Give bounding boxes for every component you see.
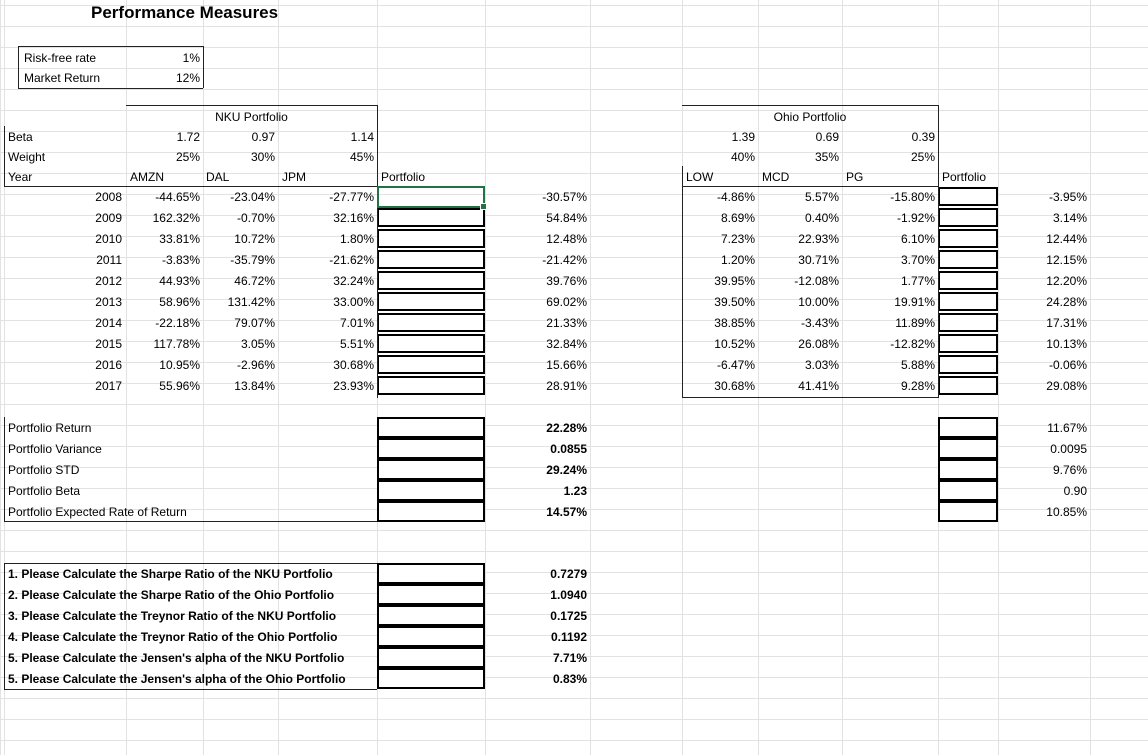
nku-cell[interactable]: 12.48% <box>546 232 587 246</box>
nku-cell[interactable]: 2017 <box>95 379 122 393</box>
nku-cell[interactable]: -30.57% <box>542 190 587 204</box>
nku-ticker-jpm: JPM <box>282 170 306 184</box>
nku-cell[interactable]: 131.42% <box>227 295 275 309</box>
ohio-cell[interactable]: -0.06% <box>1048 358 1087 372</box>
ohio-cell[interactable]: 10.13% <box>1046 337 1087 351</box>
ohio-cell[interactable]: 39.50% <box>714 295 755 309</box>
nku-cell[interactable]: 2014 <box>95 316 122 330</box>
nku-stat-input[interactable] <box>377 417 485 438</box>
nku-cell[interactable]: 2013 <box>95 295 122 309</box>
nku-cell[interactable]: 1.80% <box>339 232 374 246</box>
nku-weight-amzn[interactable]: 25% <box>175 150 200 164</box>
nku-portfolio-input[interactable] <box>377 355 485 374</box>
nku-cell[interactable]: 2016 <box>95 358 122 372</box>
nku-portfolio-input[interactable] <box>377 250 485 269</box>
nku-beta-jpm[interactable]: 1.14 <box>350 130 374 144</box>
ohio-cell[interactable]: 3.14% <box>1052 211 1087 225</box>
nku-portfolio-input[interactable] <box>377 334 485 353</box>
market-return-value[interactable]: 12% <box>175 71 200 85</box>
question-answer[interactable]: 0.1192 <box>550 630 587 644</box>
nku-cell[interactable]: 2009 <box>95 211 122 225</box>
ohio-ticker-mcd: MCD <box>762 170 790 184</box>
question-answer[interactable]: 1.0940 <box>550 588 587 602</box>
nku-cell[interactable]: 32.84% <box>546 337 587 351</box>
question-input[interactable] <box>377 605 485 626</box>
ohio-portfolio-input[interactable] <box>938 334 998 353</box>
ohio-cell[interactable]: -6.47% <box>716 358 755 372</box>
ohio-weight-mcd[interactable]: 35% <box>814 150 839 164</box>
nku-portfolio-title: NKU Portfolio <box>215 110 288 124</box>
ohio-cell[interactable]: 24.28% <box>1046 295 1087 309</box>
ohio-beta-low[interactable]: 1.39 <box>731 130 755 144</box>
nku-cell[interactable]: 46.72% <box>234 274 275 288</box>
question-input[interactable] <box>377 647 485 668</box>
nku-stat-value[interactable]: 14.57% <box>546 505 587 519</box>
nku-stat-input[interactable] <box>377 459 485 480</box>
nku-cell[interactable]: -44.65% <box>155 190 200 204</box>
ohio-portfolio-input[interactable] <box>938 229 998 248</box>
ohio-ticker-pg: PG <box>846 170 864 184</box>
nku-cell[interactable]: -23.04% <box>230 190 275 204</box>
nku-beta-amzn[interactable]: 1.72 <box>176 130 200 144</box>
nku-cell[interactable]: 162.32% <box>152 211 200 225</box>
nku-cell[interactable]: 32.24% <box>333 274 374 288</box>
nku-cell[interactable]: 2015 <box>95 337 122 351</box>
sheet-title: Performance Measures <box>91 3 279 22</box>
ohio-cell[interactable]: 41.41% <box>798 379 839 393</box>
ohio-stat-input[interactable] <box>938 438 998 459</box>
ohio-cell[interactable]: -3.95% <box>1048 190 1087 204</box>
question-text: 3. Please Calculate the Treynor Ratio of the NKU Portfolio <box>8 609 337 623</box>
ohio-stat-input[interactable] <box>938 480 998 501</box>
nku-cell[interactable]: 13.84% <box>234 379 275 393</box>
ohio-cell[interactable]: 8.69% <box>720 211 755 225</box>
nku-cell[interactable]: 69.02% <box>546 295 587 309</box>
ohio-portfolio-input[interactable] <box>938 187 998 206</box>
ohio-cell[interactable]: 10.00% <box>798 295 839 309</box>
question-text: 5. Please Calculate the Jensen's alpha of the NKU Portfolio <box>8 651 345 665</box>
nku-ticker-amzn: AMZN <box>130 170 164 184</box>
nku-cell[interactable]: 39.76% <box>546 274 587 288</box>
ohio-stat-input[interactable] <box>938 417 998 438</box>
beta-label: Beta <box>8 130 33 144</box>
ohio-cell[interactable]: 30.71% <box>798 253 839 267</box>
ohio-cell[interactable]: 11.89% <box>895 316 935 330</box>
nku-beta-dal[interactable]: 0.97 <box>251 130 275 144</box>
nku-portfolio-input[interactable] <box>377 313 485 332</box>
nku-cell[interactable]: -2.96% <box>236 358 275 372</box>
question-text: 4. Please Calculate the Treynor Ratio of the Ohio Portfolio <box>8 630 338 644</box>
ohio-stat-value[interactable]: 11.67% <box>1047 421 1087 435</box>
nku-cell[interactable]: 30.68% <box>333 358 374 372</box>
ohio-cell[interactable]: 12.44% <box>1046 232 1087 246</box>
ohio-beta-pg[interactable]: 0.39 <box>911 130 935 144</box>
ohio-portfolio-title: Ohio Portfolio <box>773 110 847 124</box>
question-answer[interactable]: 0.7279 <box>550 567 587 581</box>
nku-cell[interactable]: 79.07% <box>234 316 275 330</box>
nku-cell[interactable]: 7.01% <box>339 316 374 330</box>
nku-cell[interactable]: 15.66% <box>546 358 587 372</box>
nku-stat-input[interactable] <box>377 480 485 501</box>
nku-portfolio-input[interactable] <box>377 229 485 248</box>
ohio-portfolio-input[interactable] <box>938 250 998 269</box>
ohio-cell[interactable]: 17.31% <box>1046 316 1087 330</box>
nku-ticker-dal: DAL <box>206 170 230 184</box>
nku-portfolio-input[interactable] <box>377 208 485 227</box>
weight-label: Weight <box>8 150 46 164</box>
ohio-cell[interactable]: 12.20% <box>1046 274 1087 288</box>
ohio-cell[interactable]: -15.80% <box>890 190 935 204</box>
nku-cell[interactable]: 21.33% <box>546 316 587 330</box>
nku-stat-value[interactable]: 29.24% <box>546 463 587 477</box>
ohio-cell[interactable]: -3.43% <box>800 316 839 330</box>
ohio-stat-input[interactable] <box>938 459 998 480</box>
nku-cell[interactable]: 55.96% <box>159 379 200 393</box>
ohio-portfolio-input[interactable] <box>938 376 998 395</box>
question-input[interactable] <box>377 626 485 647</box>
nku-cell[interactable]: -22.18% <box>155 316 200 330</box>
nku-cell[interactable]: -3.83% <box>161 253 200 267</box>
ohio-ticker-low: LOW <box>686 170 714 184</box>
nku-cell[interactable]: 33.00% <box>333 295 374 309</box>
ohio-stat-value[interactable]: 0.90 <box>1063 484 1087 498</box>
nku-stat-value[interactable]: 1.23 <box>563 484 587 498</box>
ohio-cell[interactable]: 19.91% <box>894 295 935 309</box>
risk-free-label: Risk-free rate <box>24 51 97 65</box>
ohio-portfolio-input[interactable] <box>938 292 998 311</box>
nku-cell[interactable]: -21.62% <box>329 253 374 267</box>
ohio-cell[interactable]: -1.92% <box>896 211 935 225</box>
nku-cell[interactable]: 33.81% <box>159 232 200 246</box>
question-input[interactable] <box>377 584 485 605</box>
nku-cell[interactable]: 44.93% <box>159 274 200 288</box>
nku-cell[interactable]: 23.93% <box>333 379 374 393</box>
ohio-cell[interactable]: 12.15% <box>1046 253 1087 267</box>
market-return-label: Market Return <box>24 71 101 85</box>
selected-cell[interactable] <box>377 186 485 208</box>
ohio-cell[interactable]: 29.08% <box>1046 379 1087 393</box>
question-text: 2. Please Calculate the Sharpe Ratio of the Ohio Portfolio <box>8 588 335 602</box>
risk-free-value[interactable]: 1% <box>182 51 200 65</box>
stat-label: Portfolio Return <box>8 421 92 435</box>
question-text: 5. Please Calculate the Jensen's alpha of the Ohio Portfolio <box>8 672 346 686</box>
question-answer[interactable]: 0.83% <box>552 672 587 686</box>
ohio-cell[interactable]: 38.85% <box>714 316 755 330</box>
ohio-stat-value[interactable]: 0.0095 <box>1050 442 1087 456</box>
ohio-stat-value[interactable]: 9.76% <box>1052 463 1087 477</box>
ohio-cell[interactable]: 1.77% <box>900 274 935 288</box>
ohio-cell[interactable]: -12.08% <box>794 274 839 288</box>
nku-cell[interactable]: 2008 <box>95 190 122 204</box>
ohio-portfolio-header: Portfolio <box>942 170 987 184</box>
stat-label: Portfolio STD <box>8 463 80 477</box>
nku-stat-value[interactable]: 0.0855 <box>550 442 587 456</box>
ohio-cell[interactable]: 26.08% <box>798 337 839 351</box>
ohio-cell[interactable]: 30.68% <box>714 379 755 393</box>
question-input[interactable] <box>377 668 485 689</box>
stat-label: Portfolio Beta <box>8 484 81 498</box>
nku-portfolio-header: Portfolio <box>381 170 426 184</box>
nku-cell[interactable]: 117.78% <box>153 337 200 351</box>
nku-stat-value[interactable]: 22.28% <box>546 421 587 435</box>
ohio-stat-input[interactable] <box>938 501 998 522</box>
ohio-cell[interactable]: -12.82% <box>890 337 935 351</box>
question-answer[interactable]: 7.71% <box>552 651 587 665</box>
question-input[interactable] <box>377 563 485 584</box>
nku-cell[interactable]: -0.70% <box>236 211 275 225</box>
ohio-beta-mcd[interactable]: 0.69 <box>815 130 839 144</box>
nku-cell[interactable]: -35.79% <box>230 253 275 267</box>
ohio-cell[interactable]: 3.03% <box>804 358 839 372</box>
stat-label: Portfolio Expected Rate of Return <box>8 505 187 519</box>
nku-cell[interactable]: 5.51% <box>339 337 374 351</box>
nku-cell[interactable]: 28.91% <box>546 379 587 393</box>
ohio-cell[interactable]: 5.88% <box>900 358 935 372</box>
stat-label: Portfolio Variance <box>8 442 102 456</box>
ohio-cell[interactable]: 3.70% <box>900 253 935 267</box>
nku-stat-input[interactable] <box>377 501 485 522</box>
nku-stat-input[interactable] <box>377 438 485 459</box>
ohio-cell[interactable]: 7.23% <box>720 232 755 246</box>
ohio-cell[interactable]: 0.40% <box>804 211 839 225</box>
nku-cell[interactable]: 2012 <box>95 274 122 288</box>
year-label: Year <box>8 170 33 184</box>
ohio-portfolio-input[interactable] <box>938 313 998 332</box>
ohio-portfolio-input[interactable] <box>938 355 998 374</box>
ohio-cell[interactable]: 39.95% <box>714 274 755 288</box>
nku-portfolio-input[interactable] <box>377 292 485 311</box>
nku-cell[interactable]: -21.42% <box>542 253 587 267</box>
nku-cell[interactable]: 10.95% <box>159 358 200 372</box>
ohio-portfolio-input[interactable] <box>938 208 998 227</box>
nku-portfolio-input[interactable] <box>377 376 485 395</box>
question-answer[interactable]: 0.1725 <box>550 609 587 623</box>
question-text: 1. Please Calculate the Sharpe Ratio of the NKU Portfolio <box>8 567 333 581</box>
ohio-cell[interactable]: -4.86% <box>716 190 755 204</box>
ohio-cell[interactable]: 5.57% <box>804 190 839 204</box>
nku-cell[interactable]: -27.77% <box>329 190 374 204</box>
nku-weight-dal[interactable]: 30% <box>250 150 275 164</box>
ohio-portfolio-input[interactable] <box>938 271 998 290</box>
nku-weight-jpm[interactable]: 45% <box>349 150 374 164</box>
ohio-cell[interactable]: 10.52% <box>714 337 755 351</box>
nku-cell[interactable]: 2010 <box>95 232 122 246</box>
ohio-cell[interactable]: 9.28% <box>900 379 935 393</box>
ohio-cell[interactable]: 6.10% <box>900 232 935 246</box>
ohio-cell[interactable]: 1.20% <box>720 253 755 267</box>
ohio-stat-value[interactable]: 10.85% <box>1046 505 1087 519</box>
ohio-weight-pg[interactable]: 25% <box>910 150 935 164</box>
ohio-weight-low[interactable]: 40% <box>730 150 755 164</box>
nku-cell[interactable]: 54.84% <box>546 211 587 225</box>
ohio-cell[interactable]: 22.93% <box>798 232 839 246</box>
nku-cell[interactable]: 58.96% <box>159 295 200 309</box>
nku-cell[interactable]: 3.05% <box>240 337 275 351</box>
nku-portfolio-input[interactable] <box>377 271 485 290</box>
nku-cell[interactable]: 2011 <box>96 253 122 267</box>
nku-cell[interactable]: 32.16% <box>333 211 374 225</box>
nku-cell[interactable]: 10.72% <box>234 232 275 246</box>
